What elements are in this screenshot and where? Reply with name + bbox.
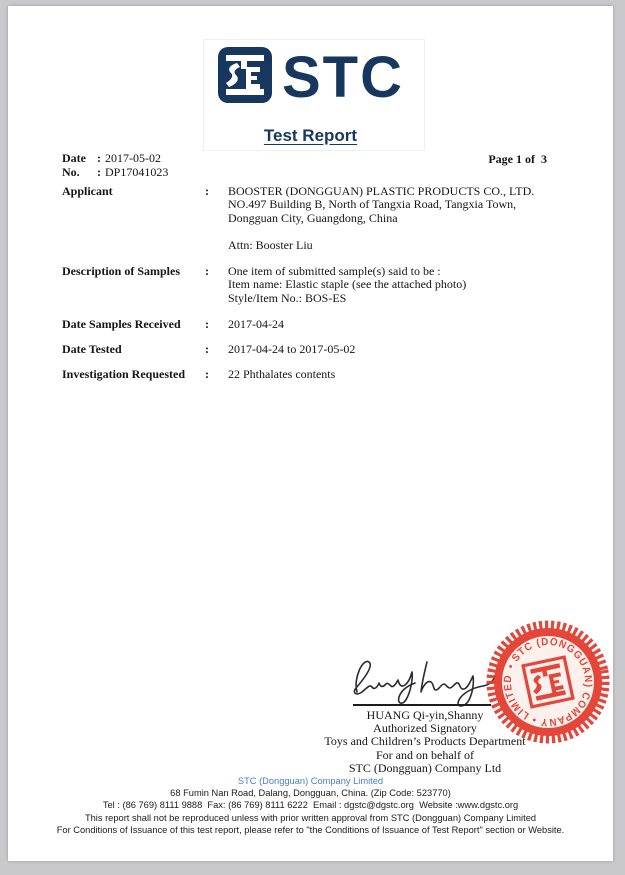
- colon: :: [97, 164, 101, 179]
- signature-line: [353, 704, 491, 706]
- report-footer: [8, 775, 613, 836]
- field-description-of-samples: [62, 265, 572, 305]
- date-label: Date: [62, 151, 86, 165]
- colon: :: [97, 151, 101, 165]
- field-investigation-requested: [62, 368, 572, 381]
- field-value: 2017-04-24: [228, 317, 284, 331]
- signatory-company: STC (Dongguan) Company Ltd: [348, 760, 502, 775]
- colon: :: [205, 317, 209, 331]
- field-label: Date Samples Received: [62, 317, 181, 331]
- date-value: 2017-05-02: [105, 151, 161, 165]
- report-page: [8, 6, 613, 861]
- field-date-samples-received: [62, 318, 572, 331]
- colon: :: [205, 367, 209, 381]
- company-logo: [8, 46, 613, 109]
- signatory-name: HUANG Qi-yin,Shanny: [366, 708, 484, 722]
- footer-notice-conditions: For Conditions of Issuance of this test report, please refer to "the Conditions of Issuance of Test Report" section or Website.: [56, 824, 565, 835]
- brand-name: STC: [282, 44, 404, 110]
- footer-address: 68 Fumin Nan Road, Dalang, Dongguan, China. (Zip Code: 523770): [170, 788, 451, 799]
- signatory-department: Toys and Children’s Products Department: [324, 734, 526, 749]
- colon: :: [205, 342, 209, 356]
- page-title: Test Report: [263, 126, 358, 145]
- field-value: 2017-04-24 to 2017-05-02: [228, 342, 356, 356]
- colon: :: [205, 184, 209, 198]
- page-number: Page 1 of 3: [488, 152, 547, 166]
- field-date-tested: [62, 343, 572, 356]
- no-value: DP17041023: [105, 164, 169, 179]
- footer-company: STC (Dongguan) Company Limited: [237, 776, 384, 786]
- footer-contact: Tel : (86 769) 8111 9888 Fax: (86 769) 8111 6222 Email : dgstc@dgstc.org Website :www.dgstc.org: [102, 800, 519, 811]
- handwritten-signature: [343, 650, 503, 712]
- stc-seal-logo-icon: [217, 46, 273, 109]
- report-date-row: [62, 152, 168, 166]
- signatory-on-behalf: For and on behalf of: [376, 747, 474, 762]
- field-value: BOOSTER (DONGGUAN) PLASTIC PRODUCTS CO., LTD. NO.497 Building B, North of Tangxia Road, Tangxia Town, Dongguan City, Guangdong, China Attn: Booster Liu: [228, 184, 535, 252]
- footer-notice-reproduction: This report shall not be reproduced unless with prior written approval from STC (Dongguan) Company Limited: [84, 812, 537, 823]
- report-meta: [62, 152, 168, 179]
- field-label: Investigation Requested: [62, 367, 186, 381]
- field-label: Date Tested: [62, 342, 122, 356]
- stamp-ring-text: • STC (DONGGUAN) COMPANY • LIMITED: [501, 635, 595, 729]
- company-stamp-icon: [485, 619, 611, 745]
- field-value: 22 Phthalates contents: [228, 367, 336, 381]
- colon: :: [205, 264, 209, 278]
- report-no-row: [62, 166, 168, 180]
- field-value: One item of submitted sample(s) said to be : Item name: Elastic staple (see the attached photo) Style/Item No.: BOS-ES: [228, 264, 467, 305]
- no-label: No.: [62, 164, 80, 179]
- signatory-role: Authorized Signatory: [373, 721, 477, 736]
- field-label: Applicant: [62, 184, 113, 198]
- field-applicant: [62, 185, 572, 252]
- field-label: Description of Samples: [62, 264, 180, 278]
